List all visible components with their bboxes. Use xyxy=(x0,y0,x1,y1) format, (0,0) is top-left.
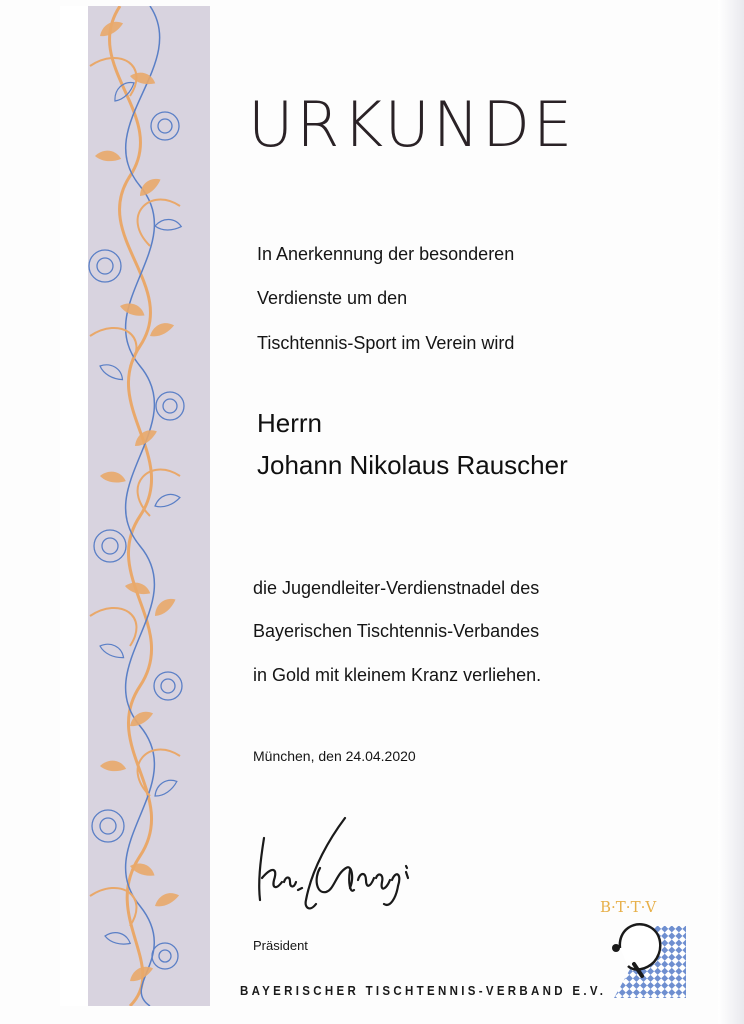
logo-text: B·T·T·V xyxy=(600,898,657,916)
signer-role: Präsident xyxy=(253,938,308,953)
recipient-name: Johann Nikolaus Rauscher xyxy=(257,450,568,480)
place-date: München, den 24.04.2020 xyxy=(253,748,416,764)
organization-name: BAYERISCHER TISCHTENNIS-VERBAND E.V. xyxy=(240,984,607,998)
table-tennis-paddle-logo-icon xyxy=(594,890,690,1000)
floral-ornament-band xyxy=(60,6,210,1006)
intro-line-1: In Anerkennung der besonderen xyxy=(257,244,515,264)
award-line-3: in Gold mit kleinem Kranz verliehen. xyxy=(253,665,542,685)
floral-vine-ornament-icon xyxy=(60,6,210,1006)
intro-line-3: Tischtennis-Sport im Verein wird xyxy=(257,333,515,353)
intro-line-2: Verdienste um den xyxy=(257,288,408,308)
salutation: Herrn xyxy=(257,408,323,438)
signature xyxy=(250,808,440,928)
award-line-1: die Jugendleiter-Verdienstnadel des xyxy=(253,578,540,598)
award-line-2: Bayerischen Tischtennis-Verbandes xyxy=(253,621,540,641)
certificate-title: URKUNDE xyxy=(248,88,576,161)
